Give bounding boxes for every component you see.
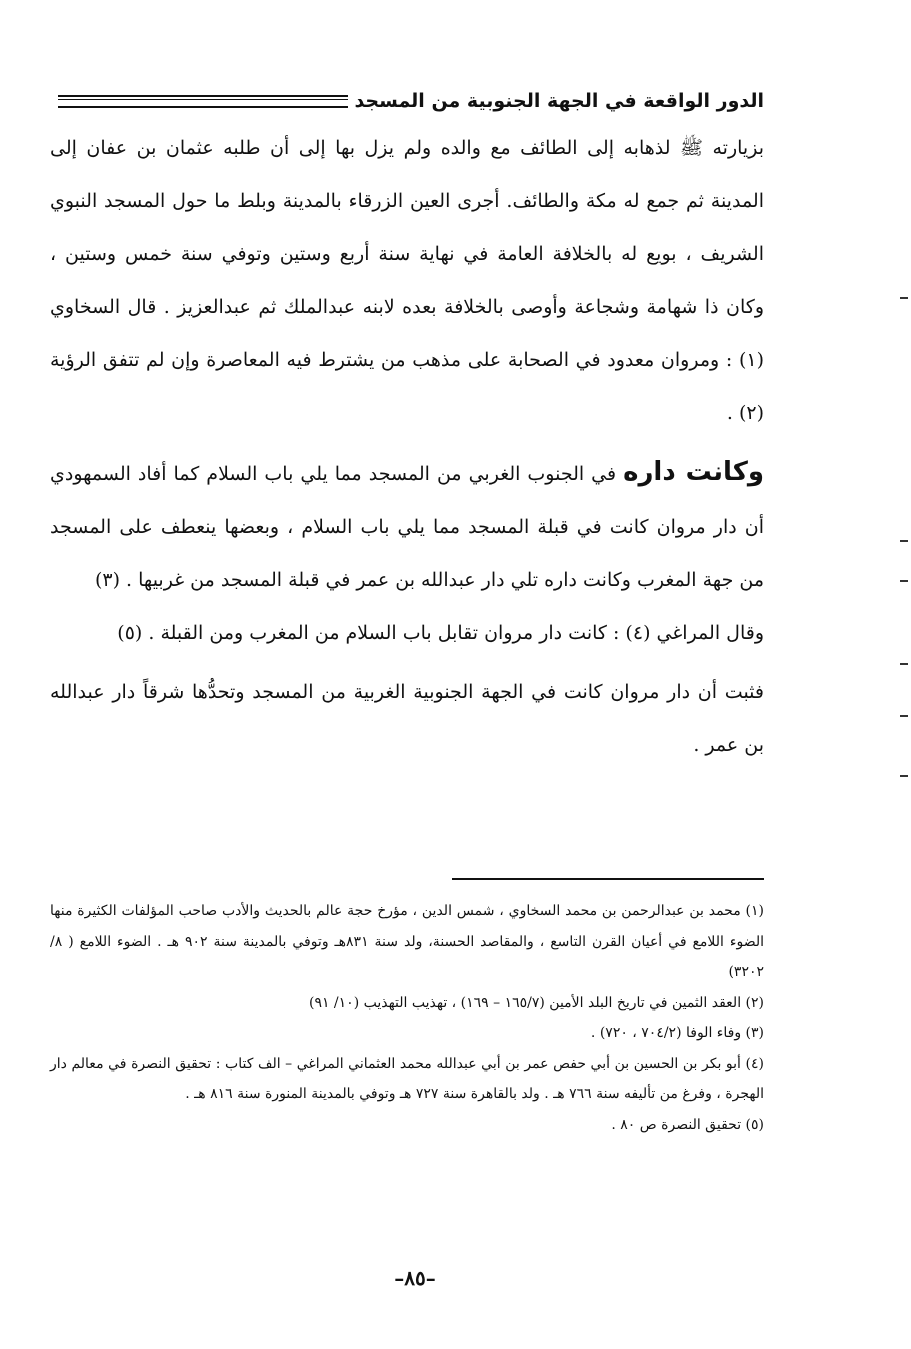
paragraph-lead: وكانت داره xyxy=(623,457,764,487)
scan-edge-mark xyxy=(900,580,908,582)
main-text xyxy=(50,122,764,772)
footnote-4: (٤) أبو بكر بن الحسين بن أبي حفص عمر بن أبي عبدالله محمد العثماني المراغي – الف كتاب : تحقيق النصرة في معالم دار الهجرة ، وفرغ من تأليفه سنة ٧٦٦ هـ . ولد بالقاهرة سنة ٧٢٧ هـ وتوفي بالمدينة المنورة سنة ٨١٦ هـ . xyxy=(50,1055,764,1102)
footnote-3: (٣) وفاء الوفا (٧٠٤/٢ ، ٧٢٠) . xyxy=(590,1025,764,1041)
header-rule xyxy=(58,95,348,108)
footnote-rule xyxy=(452,878,764,880)
footnote-1: (١) محمد بن عبدالرحمن بن محمد السخاوي ، شمس الدين ، مؤرخ حجة عالم بالحديث والأدب صاحب المؤلفات الكثيرة منها الضوء اللامع في أعيان القرن التاسع ، والمقاصد الحسنة، ولد سنة ٨٣١هـ وتوفي بالمدينة سنة ٩٠٢ هـ . الضوء اللامع ( ٨/ ٣٢٠٢) xyxy=(50,903,764,980)
scan-edge-mark xyxy=(900,715,908,717)
header-title: الدور الواقعة في الجهة الجنوبية من المسجد xyxy=(354,90,764,112)
page-number: –٨٥– xyxy=(394,1266,436,1290)
paragraph-2-text: في الجنوب الغربي من المسجد مما يلي باب السلام كما أفاد السمهودي أن دار مروان كانت في قبلة المسجد مما يلي باب السلام ، وبعضها ينعطف على المسجد من جهة المغرب وكانت داره تلي دار عبدالله بن عمر في قبلة المسجد من غربيها . (٣) xyxy=(50,463,764,591)
paragraph-1: بزيارته ﷺ لذهابه إلى الطائف مع والده ولم يزل بها إلى أن طلبه عثمان بن عفان إلى المدينة ثم جمع له مكة والطائف. أجرى العين الزرقاء بالمدينة وبلط ما حول المسجد النبوي الشريف ، بويع له بالخلافة العامة في نهاية سنة أربع وستين وتوفي سنة خمس وستين ، وكان ذا شهامة وشجاعة وأوصى بالخلافة بعده لابنه عبدالملك ثم عبدالعزيز . قال السخاوي (١) : ومروان معدود في الصحابة على مذهب من يشترط فيه المعاصرة وإن لم تتفق الرؤية (٢) . xyxy=(50,137,764,424)
scan-edge-mark xyxy=(900,775,908,777)
scan-edge-mark xyxy=(900,297,908,299)
running-header xyxy=(58,84,764,118)
paragraph-2 xyxy=(50,446,764,607)
paragraph-3: وقال المراغي (٤) : كانت دار مروان تقابل باب السلام من المغرب ومن القبلة . (٥) xyxy=(117,622,764,644)
footnotes xyxy=(50,896,764,1140)
footnote-2: (٢) العقد الثمين في تاريخ البلد الأمين (١٦٥/٧ – ١٦٩) ، تهذيب التهذيب (١٠/ ٩١) xyxy=(308,994,764,1011)
footnote-5: (٥) تحقيق النصرة ص ٨٠ . xyxy=(611,1116,764,1133)
scan-edge-mark xyxy=(900,663,908,665)
scan-edge-mark xyxy=(900,540,908,542)
paragraph-4: فثبت أن دار مروان كانت في الجهة الجنوبية الغربية من المسجد وتحدُّها شرقاً دار عبدالله بن عمر . xyxy=(50,681,764,756)
